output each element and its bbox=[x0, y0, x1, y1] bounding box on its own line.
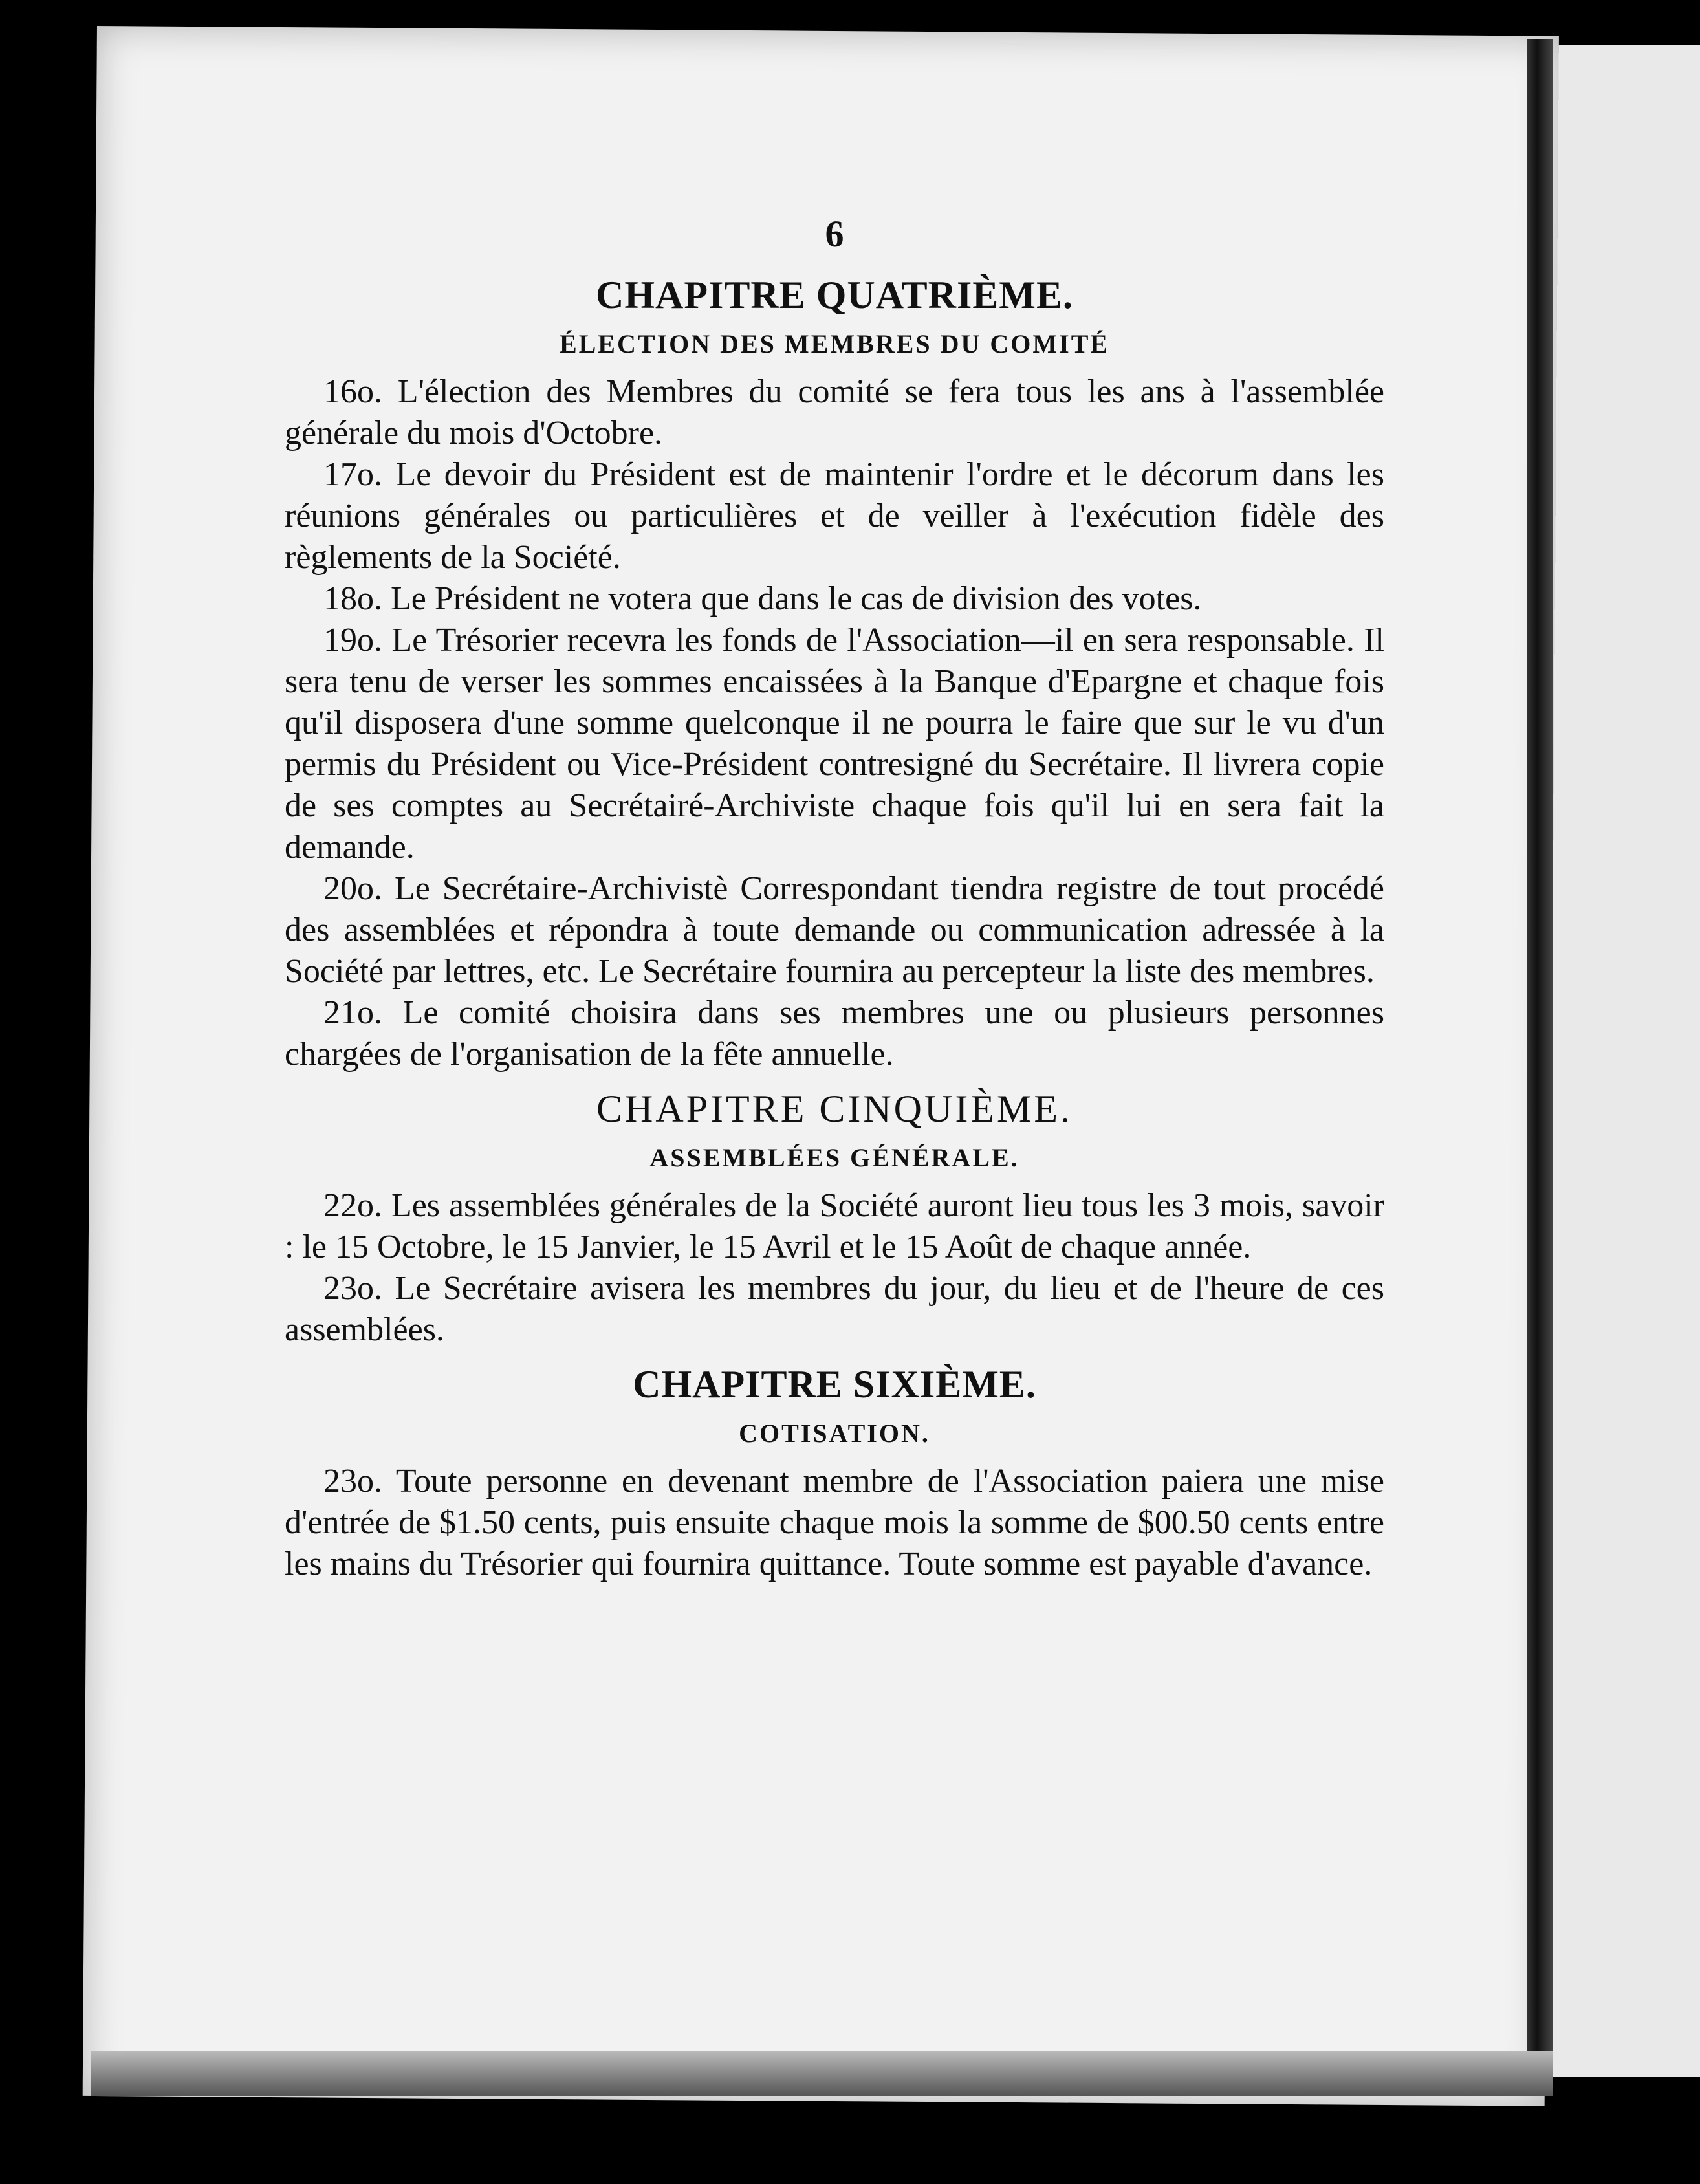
article-paragraph: 17o. Le devoir du Président est de maintenir l'ordre et le décorum dans les réunions générales ou particulières et de veiller à l'exécution fidèle des règlements de la Société. bbox=[285, 456, 1384, 576]
article-paragraph: 22o. Les assemblées générales de la Société auront lieu tous les 3 mois, savoir : le 15 Octobre, le 15 Janvier, le 15 Avril et le 15 Août de chaque année. bbox=[285, 1187, 1384, 1265]
chapter-subtitle: ÉLECTION DES MEMBRES DU COMITÉ bbox=[559, 329, 1110, 358]
page-text bbox=[285, 213, 1384, 1585]
chapter-title: CHAPITRE SIXIÈME. bbox=[633, 1363, 1036, 1406]
adjacent-page-edge bbox=[1553, 45, 1700, 2077]
article-paragraph: 19o. Le Trésorier recevra les fonds de l'Association—il en sera responsable. Il sera tenu de verser les sommes encaissées à la Banque d'Epargne et chaque fois qu'il disposera d'une somme quelconque il ne pourra le faire que sur le vu d'un permis du Président ou Vice-Président contresigné du Secrétaire. Il livrera copie de ses comptes au Secrétairé-Archiviste chaque fois qu'il lui en sera fait la demande. bbox=[285, 622, 1384, 866]
chapter-title: CHAPITRE QUATRIÈME. bbox=[596, 274, 1073, 316]
article-paragraph: 18o. Le Président ne votera que dans le cas de division des votes. bbox=[323, 580, 1202, 617]
chapter-subtitle: COTISATION. bbox=[739, 1419, 930, 1448]
page-binding bbox=[1527, 39, 1553, 2077]
chapter-subtitle: ASSEMBLÉES GÉNÉRALE. bbox=[649, 1143, 1019, 1172]
article-paragraph: 16o. L'élection des Membres du comité se fera tous les ans à l'assemblée générale du mois d'Octobre. bbox=[285, 373, 1384, 452]
page-number: 6 bbox=[825, 213, 844, 255]
article-paragraph: 20o. Le Secrétaire-Archivistè Correspondant tiendra registre de tout procédé des assemblées et répondra à toute demande ou communication adressée à la Société par lettres, etc. Le Secrétaire fournira au percepteur la liste des membres. bbox=[285, 870, 1384, 990]
chapter-title: CHAPITRE CINQUIÈME. bbox=[596, 1087, 1073, 1130]
article-paragraph: 23o. Le Secrétaire avisera les membres du jour, du lieu et de l'heure de ces assemblées. bbox=[285, 1270, 1384, 1348]
article-paragraph: 23o. Toute personne en devenant membre de l'Association paiera une mise d'entrée de $1.50 cents, puis ensuite chaque mois la somme de $00.50 cents entre les mains du Trésorier qui fournira quittance. Toute somme est payable d'avance. bbox=[285, 1463, 1384, 1582]
article-paragraph: 21o. Le comité choisira dans ses membres une ou plusieurs personnes chargées de l'organisation de la fête annuelle. bbox=[285, 994, 1384, 1073]
page-bottom-edge bbox=[91, 2051, 1553, 2096]
